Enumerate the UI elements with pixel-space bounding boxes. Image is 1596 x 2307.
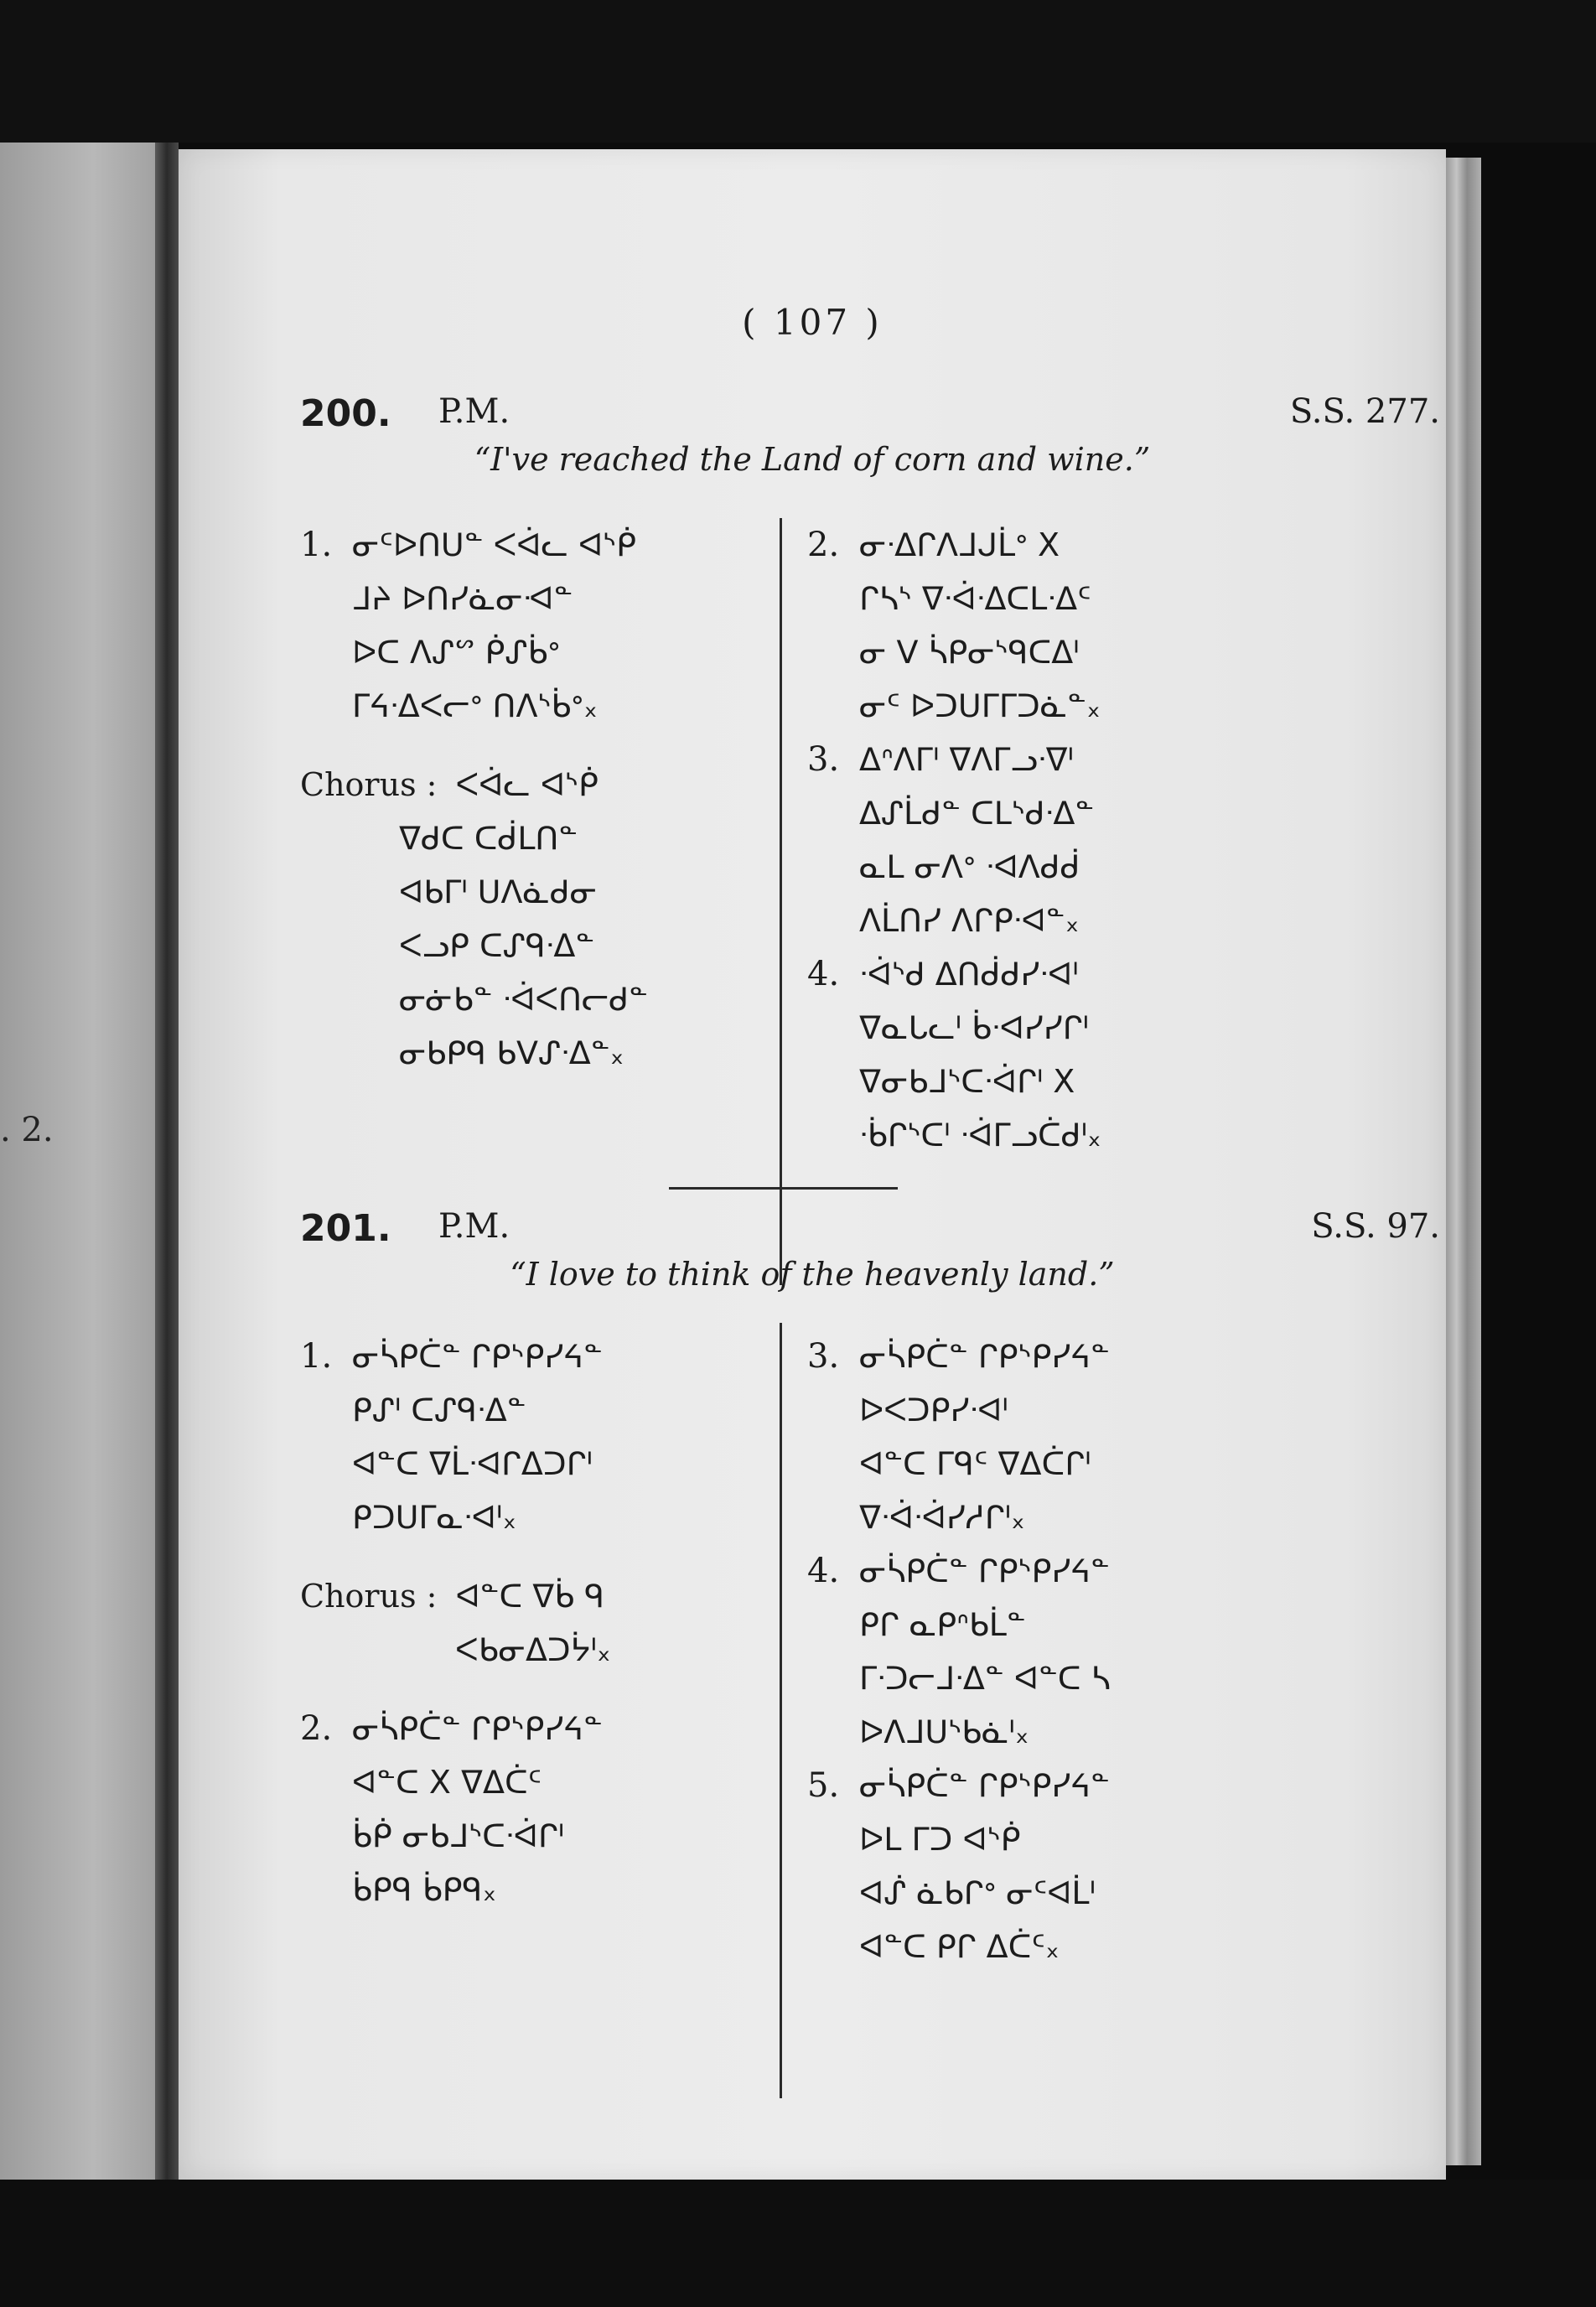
chorus-line: ᐊᑲᒥᑊ ᑌᐱᓈᑯᓂ [399, 874, 598, 910]
verse-line: ᓂᑦ ᐅᑐᑌᒥᒥᑐᓈᓐₓ [859, 687, 1101, 724]
verse-line [807, 518, 1428, 572]
stanza-number: 2. [300, 1709, 333, 1748]
verse-line: ᐅᐸᑐᑭᓯᐧᐊᑊ [859, 1392, 1008, 1428]
english-title: “I love to think of the heavenly land.” [510, 1256, 1115, 1293]
verse-line: ᑳᑮ ᓂᑲᒧᔅᑕᐧᐋᒋᑊ [352, 1817, 565, 1854]
verse-line: ᐊᓐᑕ X ᐁᐃᑖᑦ [352, 1764, 542, 1801]
stanza-number: 1. [300, 1337, 333, 1376]
hymn-source: S.S. 277. [1289, 392, 1440, 431]
chorus-line: ᓂᓃᑲᓐ ᐧᐋᐸᑎᓕᑯᓐ [399, 981, 648, 1018]
verse-line: ᐃᔑᒫᑯᓐ ᑕᒪᔅᑯᐧᐃᓐ [859, 795, 1095, 832]
verse-line: ᐅᑕ ᐱᔑᔥ ᑮᔑᑳᐤ [352, 634, 561, 671]
verse-line: ᑭᒋ ᓇᑭᐢᑲᒫᓐ [859, 1606, 1026, 1643]
chorus-label: Chorus : [300, 1578, 438, 1615]
hymn-source: S.S. 97. [1311, 1207, 1440, 1246]
stanza-number: 4. [807, 955, 840, 993]
verse-text: ᐃᐢᐱᒥᑊ ᐁᐱᒥᓗᐧᐁᑊ [859, 741, 1074, 778]
verse-text: ᓂᓵᑭᑖᓐ ᒋᑭᔅᑭᓯᔦᓐ [352, 1338, 603, 1375]
page-number: ( 107 ) [742, 302, 883, 343]
scan-background-bottom [0, 2180, 1596, 2307]
verse-line [807, 947, 1428, 1001]
hymn-header-200 [300, 392, 1440, 443]
verse-line: ᒧᔨ ᐅᑎᓯᓈᓂᐗᓐ [352, 580, 573, 617]
verse-text: ᓂᓵᑭᑖᓐ ᒋᑭᔅᑭᓯᔦᓐ [352, 1710, 603, 1747]
stanza-number: 4. [807, 1552, 840, 1590]
stanza-number: 1. [300, 526, 333, 564]
chorus-line: ᐸᓗᑭ ᑕᔑᑫᐧᐃᓐ [399, 927, 595, 964]
verse-text: ᓂᓵᑭᑖᓐ ᒋᑭᔅᑭᓯᔦᓐ [859, 1553, 1110, 1589]
adjacent-page-fragment: . 2. [0, 1111, 54, 1149]
hymn-200-right-column [807, 518, 1428, 1162]
verse-line [807, 1544, 1428, 1598]
verse-line: ᓂ ᐯ ᓵᑭᓂᔅᑫᑕᐃᑊ [859, 634, 1080, 671]
verse-line: ᐊᓐᑕ ᒥᑫᑦ ᐁᐃᑖᒋᑊ [859, 1445, 1091, 1482]
verse-text: ᐧᐋᔅᑯ ᐃᑎᑰᑯᓯᐧᐊᑊ [859, 956, 1079, 993]
verse-line: ᐊᓐᑕ ᐁᒫᐧᐊᒋᐃᑐᒋᑊ [352, 1445, 593, 1482]
verse-line: ᐱᒫᑎᓯ ᐱᒋᑭᐧᐊᓐₓ [859, 902, 1080, 939]
verse-line: ᒥᔦᐧᐃᐸᓕᐤ ᑎᐱᔅᑳᐤₓ [352, 687, 598, 724]
verse-text: ᓂᓵᑭᑖᓐ ᒋᑭᔅᑭᓯᔦᓐ [859, 1767, 1110, 1804]
verse-line: ᐁᐧᐋᐧᐋᓯᓱᒋᑊₓ [859, 1499, 1025, 1536]
page-edge [1446, 158, 1481, 2165]
chorus-label: Chorus : [300, 766, 438, 803]
verse-line: ᐊᔒ ᓈᑲᒋᐤ ᓂᑦᐊᒫᑊ [859, 1874, 1096, 1911]
stanza-number: 3. [807, 740, 840, 779]
verse-line: ᐁᓇᒐᓚᑊ ᑳᐧᐊᓯᓯᒋᑊ [859, 1009, 1089, 1046]
verse-text: ᓂᓵᑭᑖᓐ ᒋᑭᔅᑭᓯᔦᓐ [859, 1338, 1110, 1375]
adjacent-page [0, 143, 155, 2180]
book-gutter [155, 143, 179, 2180]
verse-line [807, 1759, 1428, 1812]
stanza-number: 3. [807, 1337, 840, 1376]
verse-text: ᓂᑦᐅᑎᑌᓐ ᐸᐋᓚ ᐊᔅᑮ [352, 526, 636, 563]
hymn-201-right-column [807, 1330, 1428, 1973]
verse-line: ᒋᓴᔅ ᐁᐧᐋᐧᐃᑕᒪᐧᐃᑦ [859, 580, 1091, 617]
hymn-separator [669, 1187, 898, 1190]
verse-text: ᐊᓐᑕ ᐁᑳ ᑫ [455, 1578, 605, 1615]
book-page [179, 149, 1446, 2180]
chorus-line: ᐸᑲᓂᐃᑐᔮᑊₓ [455, 1631, 611, 1668]
chorus-line: ᓂᑲᑭᑫ ᑲᐯᔑᐧᐃᓐₓ [399, 1034, 624, 1071]
hymn-number: 200. [300, 392, 391, 435]
column-divider [780, 1323, 782, 2098]
verse-line: ᐅᐱᒧᑌᔅᑲᓈᑊₓ [859, 1713, 1029, 1750]
hymn-number: 201. [300, 1207, 391, 1250]
verse-text: ᐸᐋᓚ ᐊᔅᑮ [455, 766, 598, 803]
verse-line: ᒥᐧᑐᓕᒧᐧᐃᓐ ᐊᓐᑕ ᓴ [859, 1660, 1111, 1697]
hymn-meter: P.M. [438, 392, 510, 431]
verse-line: ᓇᒪ ᓂᐱᐤ ᐧᐊᐱᑯᑰ [859, 848, 1080, 885]
stanza-number: 5. [807, 1766, 840, 1805]
verse-line: ᐧᑳᒋᔅᑕᑊ ᐧᐋᒥᓗᑖᑯᑊₓ [859, 1117, 1101, 1154]
verse-line: ᑭᑐᑌᒥᓇᐧᐊᑊₓ [352, 1499, 517, 1536]
verse-line: ᑳᑭᑫ ᑳᑭᑫₓ [352, 1871, 497, 1908]
hymn-meter: P.M. [438, 1207, 510, 1246]
verse-line: ᐊᓐᑕ ᑭᒋ ᐃᑖᑦₓ [859, 1928, 1060, 1965]
stanza-number: 2. [807, 526, 840, 564]
verse-line [807, 733, 1428, 786]
verse-line: ᑭᔑᑊ ᑕᔑᑫᐧᐃᓐ [352, 1392, 526, 1428]
english-title: “I've reached the Land of corn and wine.” [474, 441, 1151, 478]
column-divider [780, 518, 782, 1285]
hymn-header-201 [300, 1207, 1440, 1257]
chorus-line: ᐁᑯᑕ ᑕᑰᒪᑎᓐ [399, 820, 578, 857]
verse-line: ᐅᒪ ᒥᑐ ᐊᔅᑮ [859, 1821, 1021, 1858]
verse-line [807, 1330, 1428, 1383]
scan-background-top [0, 0, 1596, 143]
verse-line: ᐁᓂᑲᒧᔅᑕᐧᐋᒋᑊ X [859, 1063, 1075, 1100]
verse-text: ᓂᐧᐃᒋᐱᒧᒍᒫᐤ X [859, 526, 1060, 563]
